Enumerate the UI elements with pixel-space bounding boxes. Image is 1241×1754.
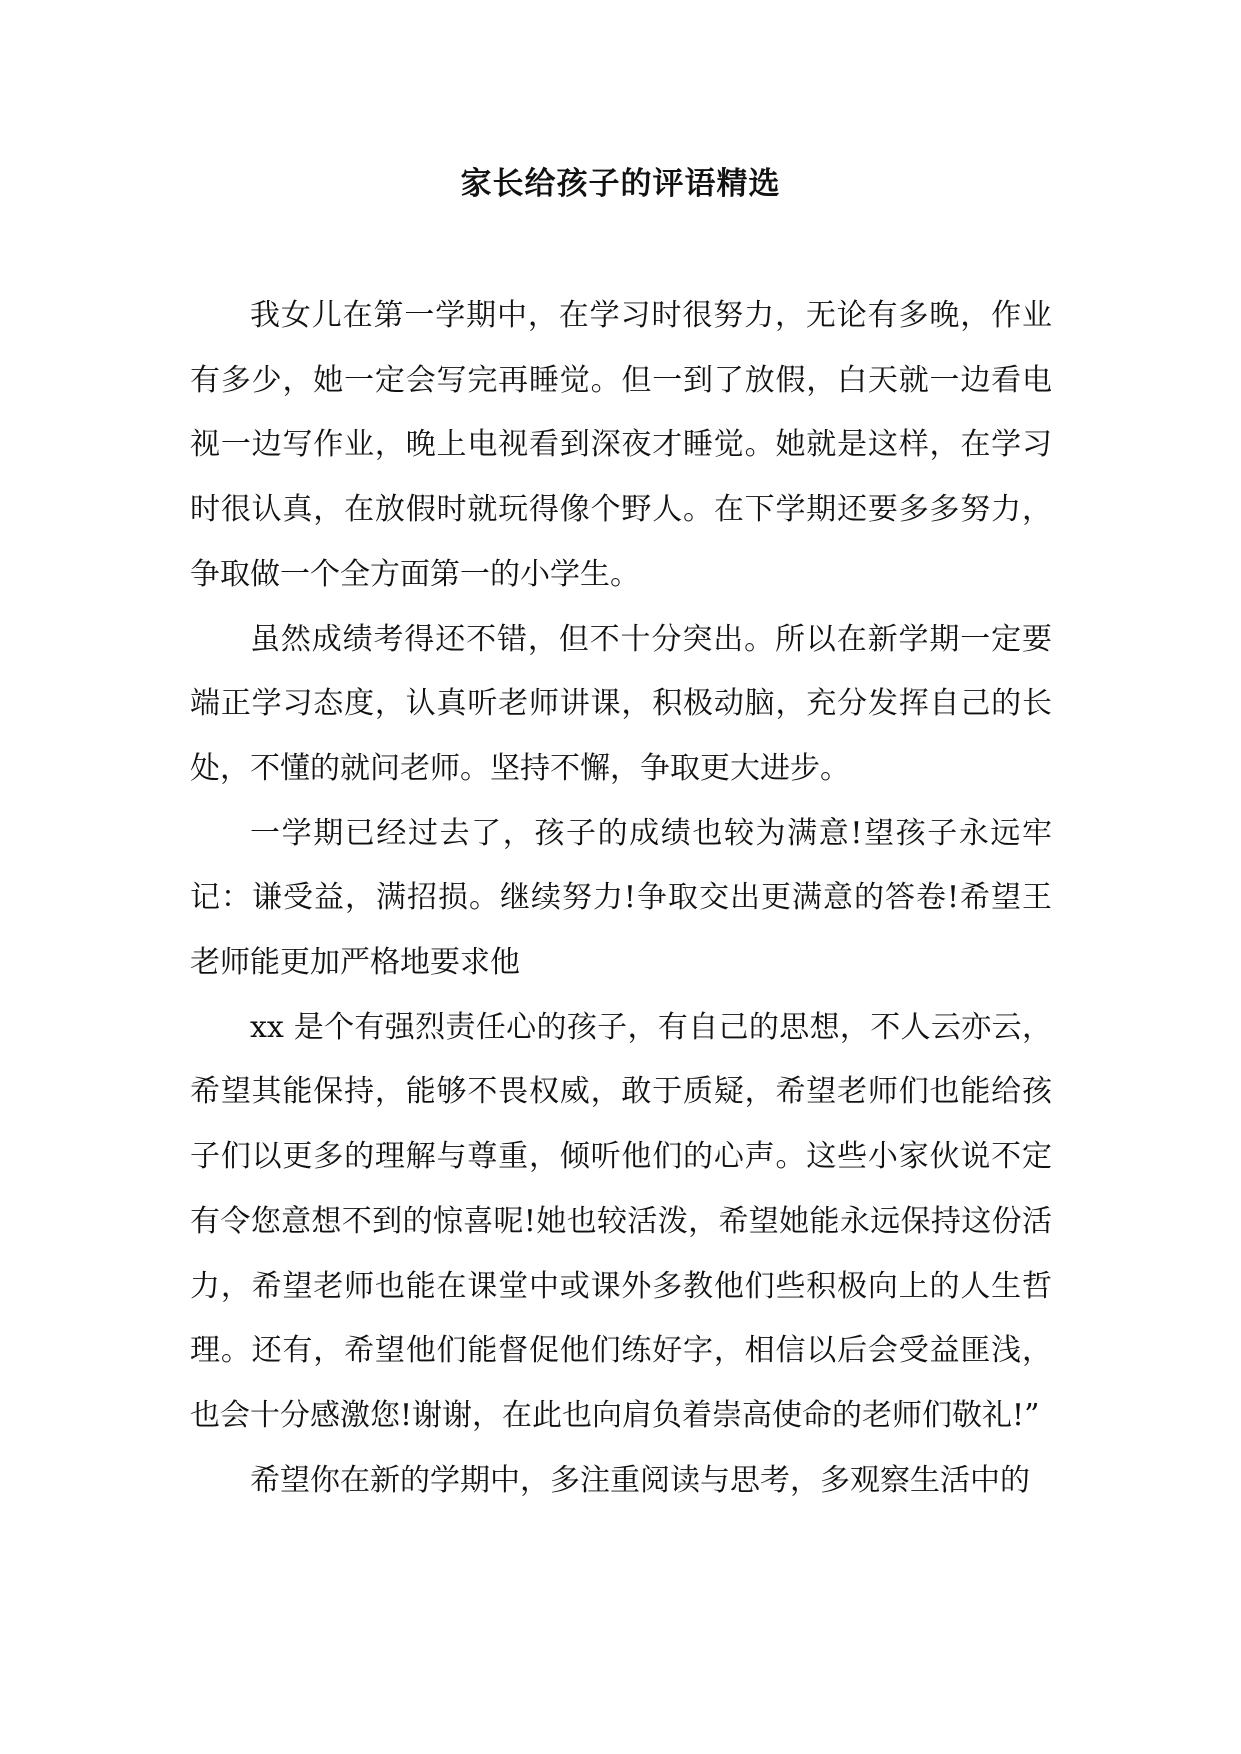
paragraph-3: 一学期已经过去了，孩子的成绩也较为满意!望孩子永远牢记：谦受益，满招损。继续努力!争取交出更满意的答卷!希望王老师能更加严格地要求他 xyxy=(190,815,1052,981)
paragraph-2: 虽然成绩考得还不错，但不十分突出。所以在新学期一定要端正学习态度，认真听老师讲课，积极动脑，充分发挥自己的长处，不懂的就问老师。坚持不懈，争取更大进步。 xyxy=(190,621,1052,786)
paragraph-1: 我女儿在第一学期中，在学习时很努力，无论有多晚，作业有多少，她一定会写完再睡觉。但一到了放假，白天就一边看电视一边写作业，晚上电视看到深夜才睡觉。她就是这样，在学习时很认真，在放假时就玩得像个野人。在下学期还要多多努力，争取做一个全方面第一的小学生。 xyxy=(190,298,1052,592)
document-title: 家长给孩子的评语精选 xyxy=(460,166,781,202)
paragraph-5: 希望你在新的学期中，多注重阅读与思考，多观察生活中的 xyxy=(250,1462,1030,1498)
paragraph-4: xx 是个有强烈责任心的孩子，有自己的思想，不人云亦云，希望其能保持，能够不畏权威，敢于质疑，希望老师们也能给孩子们以更多的理解与尊重，倾听他们的心声。这些小家伙说不定有令您意想不到的惊喜呢!她也较活泼，希望她能永远保持这份活力，希望老师也能在课堂中或课外多教他们些积极向上的人生哲理。还有，希望他们能督促他们练好字，相信以后会受益匪浅，也会十分感激您!谢谢，在此也向肩负着崇高使命的老师们敬礼!” xyxy=(190,1009,1052,1433)
document-body xyxy=(190,284,1052,1513)
